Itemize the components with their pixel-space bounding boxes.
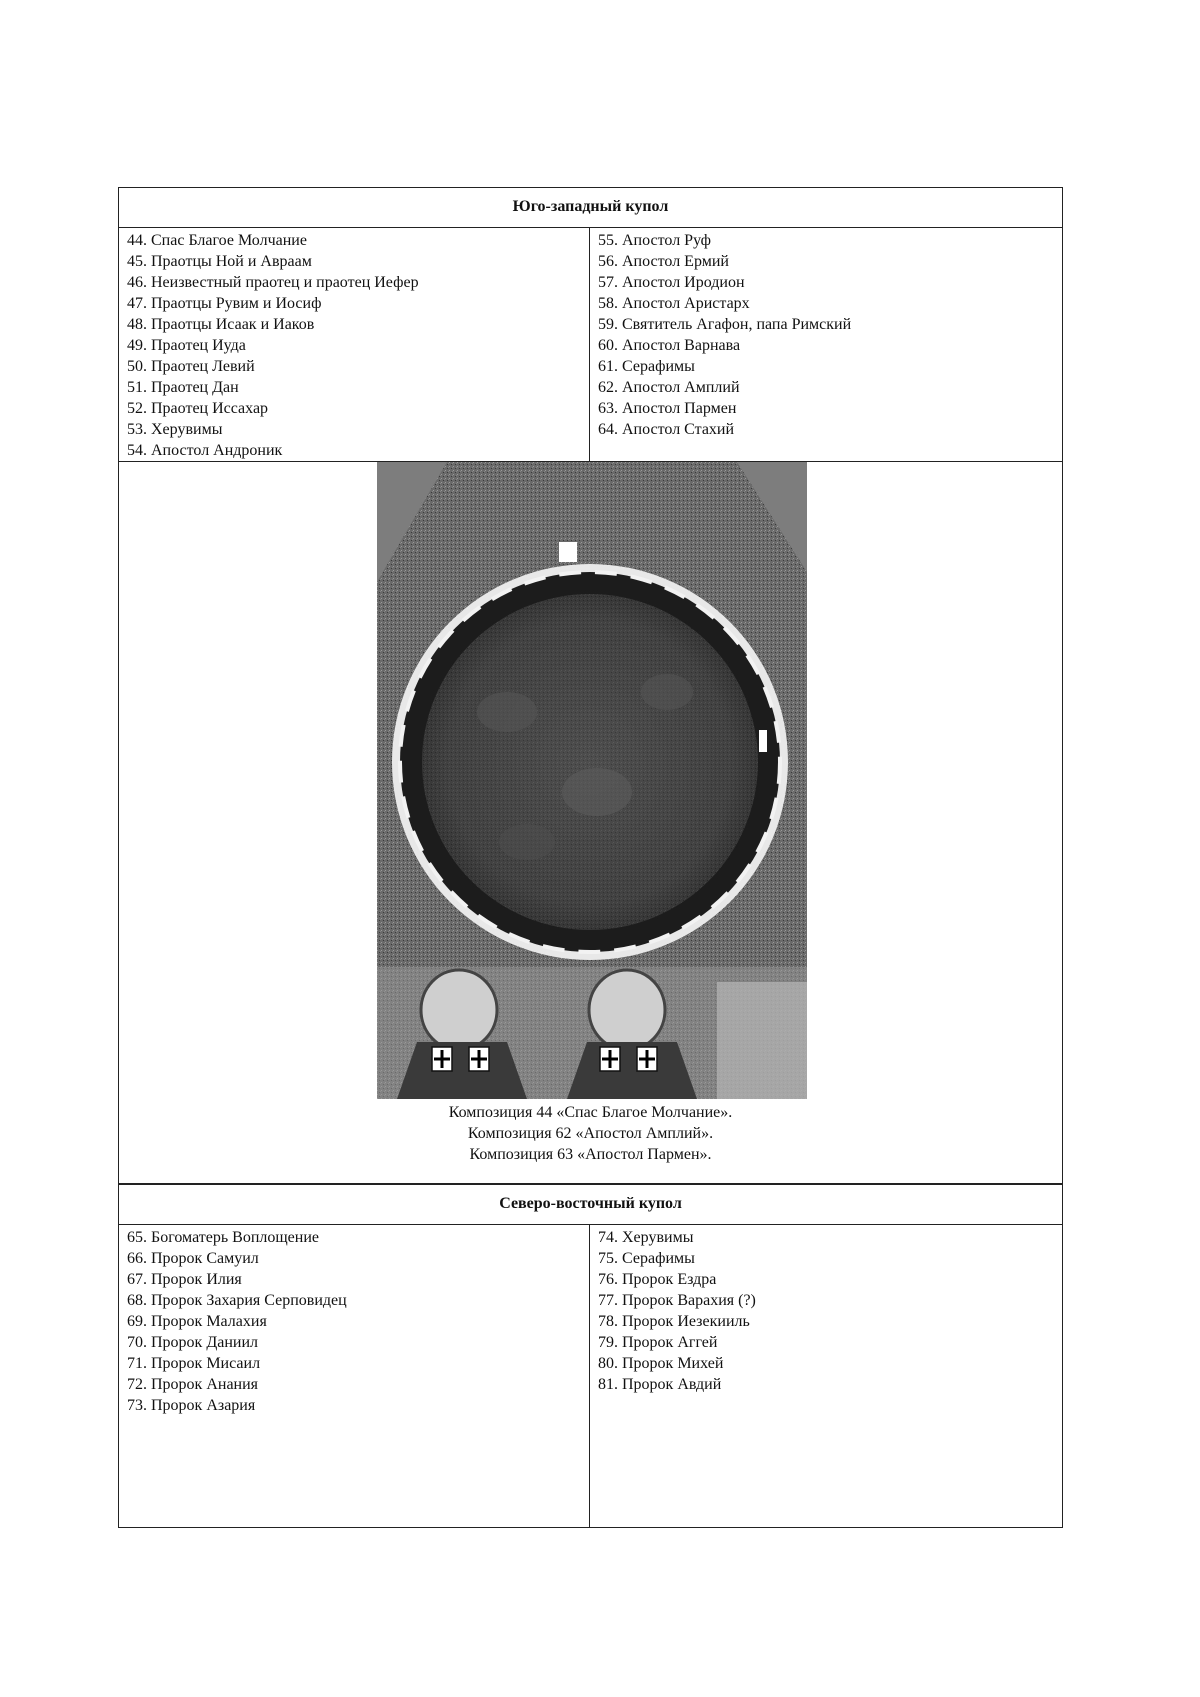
item-columns <box>119 1225 1062 1527</box>
section-title: Северо-восточный купол <box>119 1185 1062 1225</box>
list-item: 79. Пророк Аггей <box>598 1334 718 1351</box>
list-item: 71. Пророк Мисаил <box>127 1355 261 1372</box>
list-item: 67. Пророк Илия <box>127 1271 242 1288</box>
list-item: 66. Пророк Самуил <box>127 1250 259 1267</box>
list-item: 57. Апостол Иродион <box>598 274 745 291</box>
list-item: 76. Пророк Ездра <box>598 1271 717 1288</box>
list-item: 54. Апостол Андроник <box>127 442 283 459</box>
list-item: 64. Апостол Стахий <box>598 421 735 438</box>
right-column <box>590 1225 1062 1527</box>
list-item: 53. Херувимы <box>127 421 223 438</box>
list-item: 61. Серафимы <box>598 358 695 375</box>
list-item: 56. Апостол Ермий <box>598 253 729 270</box>
list-item: 52. Праотец Иссахар <box>127 400 269 417</box>
item-columns <box>119 228 1062 462</box>
list-item: 72. Пророк Анания <box>127 1376 259 1393</box>
list-item: 63. Апостол Пармен <box>598 400 737 417</box>
list-item: 73. Пророк Азария <box>127 1397 256 1414</box>
list-item: 44. Спас Благое Молчание <box>127 232 307 249</box>
list-item: 70. Пророк Даниил <box>127 1334 259 1351</box>
left-column <box>119 228 590 461</box>
list-item: 80. Пророк Михей <box>598 1355 724 1372</box>
list-item: 58. Апостол Аристарх <box>598 295 750 312</box>
list-item: 46. Неизвестный праотец и праотец Иефер <box>127 274 419 291</box>
list-item: 45. Праотцы Ной и Авраам <box>127 253 312 270</box>
list-item: 78. Пророк Иезекииль <box>598 1313 750 1330</box>
figure-caption <box>119 1102 1062 1165</box>
list-item: 48. Праотцы Исаак и Иаков <box>127 316 315 333</box>
list-item: 65. Богоматерь Воплощение <box>127 1229 320 1246</box>
list-item: 81. Пророк Авдий <box>598 1376 722 1393</box>
caption-line: Композиция 44 «Спас Благое Молчание». <box>448 1104 733 1121</box>
list-item: 51. Праотец Дан <box>127 379 239 396</box>
caption-line: Композиция 63 «Апостол Пармен». <box>469 1146 712 1163</box>
list-item: 49. Праотец Иуда <box>127 337 246 354</box>
left-column <box>119 1225 590 1527</box>
southwest-dome-section <box>118 187 1063 1184</box>
list-item: 55. Апостол Руф <box>598 232 712 249</box>
northeast-dome-section <box>118 1184 1063 1528</box>
list-item: 68. Пророк Захария Серповидец <box>127 1292 347 1309</box>
dome-fresco-image <box>377 462 807 1099</box>
list-item: 74. Херувимы <box>598 1229 694 1246</box>
list-item: 47. Праотцы Рувим и Иосиф <box>127 295 322 312</box>
dome-photo <box>377 462 807 1099</box>
list-item: 60. Апостол Варнава <box>598 337 741 354</box>
list-item: 50. Праотец Левий <box>127 358 255 375</box>
list-item: 75. Серафимы <box>598 1250 695 1267</box>
list-item: 69. Пророк Малахия <box>127 1313 267 1330</box>
list-item: 62. Апостол Амплий <box>598 379 740 396</box>
figure-cell <box>119 462 1062 1183</box>
right-column <box>590 228 1062 461</box>
caption-line: Композиция 62 «Апостол Амплий». <box>467 1125 714 1142</box>
list-item: 77. Пророк Варахия (?) <box>598 1292 756 1309</box>
list-item: 59. Святитель Агафон, папа Римский <box>598 316 852 333</box>
section-title: Юго-западный купол <box>119 188 1062 228</box>
